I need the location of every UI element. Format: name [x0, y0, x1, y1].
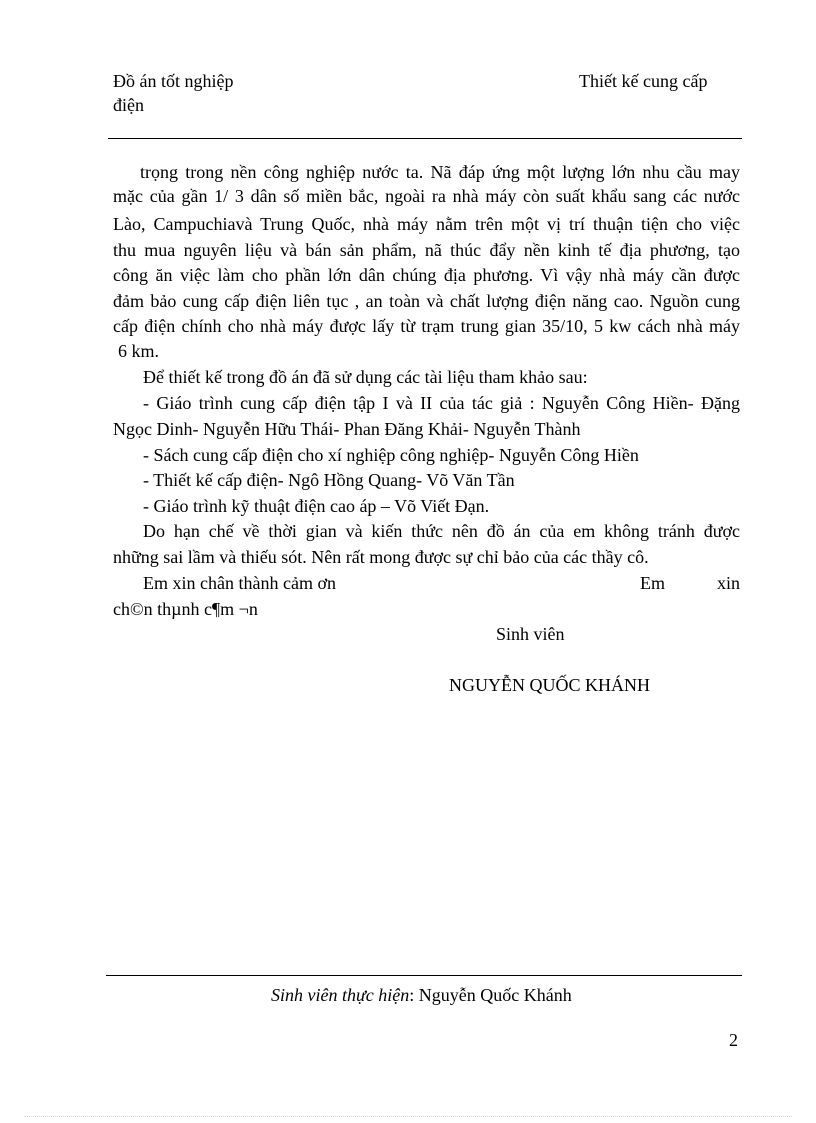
footer-student-name: Nguyễn Quốc Khánh [418, 985, 572, 1005]
body-line: công ăn việc làm cho phần lớn dân chúng địa phương. Vì vậy nhà máy cần được [113, 265, 740, 285]
footer-label: Sinh viên thực hiện [271, 985, 410, 1005]
header-left-title-continuation: điện [113, 95, 144, 115]
thanks-duplicate-xin: xin [717, 573, 741, 593]
header-left-title: Đồ án tốt nghiệp [113, 71, 234, 91]
reference-item-2: - Sách cung cấp điện cho xí nghiệp công nghiệp- Nguyễn Công Hiền [143, 445, 639, 465]
signature-name: NGUYỄN QUỐC KHÁNH [449, 675, 650, 695]
page-bottom-edge [24, 1116, 792, 1117]
body-line: trọng trong nền công nghiệp nước ta. Nã đáp ứng một lượng lớn nhu cầu may [140, 162, 740, 182]
thanks-line: Em xin chân thành cảm ơn [143, 573, 336, 593]
signature-role: Sinh viên [496, 624, 565, 644]
footer-credit [271, 983, 572, 1007]
body-line: đảm bảo cung cấp điện liên tục , an toàn và chất lượng điện năng cao. Nguồn cung [113, 291, 740, 311]
header-right-title: Thiết kế cung cấp [579, 71, 708, 91]
reference-item-3: - Thiết kế cấp điện- Ngô Hồng Quang- Võ Văn Tần [143, 470, 515, 490]
closing-line-1: Do hạn chế về thời gian và kiến thức nên đồ án của em không tránh được [143, 521, 740, 541]
body-line: Lào, Campuchiavà Trung Quốc, nhà máy nằm trên một vị trí thuận tiện cho việc [113, 214, 740, 234]
footer-divider [106, 975, 742, 976]
reference-item-1-line-2: Ngọc Dinh- Nguyễn Hữu Thái- Phan Đăng Khải- Nguyễn Thành [113, 419, 581, 439]
reference-item-1-line-1: - Giáo trình cung cấp điện tập I và II của tác giả : Nguyễn Công Hiền- Đặng [143, 393, 740, 413]
thanks-duplicate-em: Em [640, 573, 665, 593]
header-divider [108, 138, 742, 139]
closing-line-2: những sai lầm và thiếu sót. Nên rất mong được sự chỉ bảo của các thầy cô. [113, 547, 649, 567]
page-number: 2 [729, 1030, 738, 1050]
thanks-garbled-line: ch©n thµnh c¶m ¬n [113, 599, 258, 619]
reference-item-4: - Giáo trình kỹ thuật điện cao áp – Võ Viết Đạn. [143, 496, 490, 516]
body-line-last: 6 km. [118, 341, 160, 361]
body-line: cấp điện chính cho nhà máy được lấy từ trạm trung gian 35/10, 5 kw cách nhà máy [113, 316, 740, 336]
body-line: mặc của gần 1/ 3 dân số miền bắc, ngoài ra nhà máy còn suất khẩu sang các nước [113, 186, 740, 206]
body-line: thu mua nguyên liệu và bán sản phẩm, nã thúc đẩy nền kinh tế địa phương, tạo [113, 240, 740, 260]
references-intro: Để thiết kế trong đồ án đã sử dụng các tài liệu tham khảo sau: [143, 367, 588, 387]
footer-separator: : [409, 985, 419, 1005]
